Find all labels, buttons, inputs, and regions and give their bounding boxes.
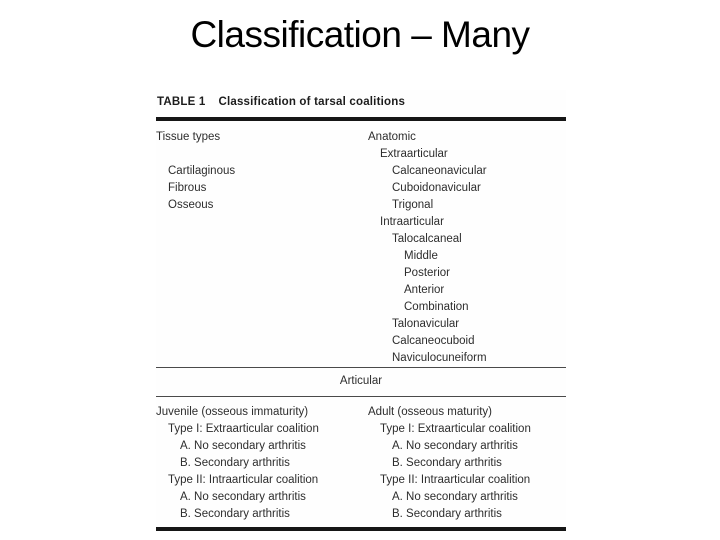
anatomic-item: Talocalcaneal: [392, 233, 462, 245]
anatomic-item: Posterior: [404, 267, 451, 279]
anatomic-item: Middle: [404, 250, 438, 262]
juvenile-item: B. Secondary arthritis: [180, 457, 290, 469]
anatomic-item: Calcaneonavicular: [392, 165, 487, 177]
tissue-types-column: [156, 129, 368, 367]
anatomic-header: Anatomic: [368, 131, 416, 143]
anatomic-item: Trigonal: [392, 199, 434, 211]
table-top-rule: [156, 117, 566, 121]
tissue-type-item: Fibrous: [168, 182, 207, 194]
classification-section: [156, 129, 566, 367]
table-caption-text: Classification of tarsal coalitions: [218, 96, 406, 108]
anatomic-item: Cuboidonavicular: [392, 182, 481, 194]
articular-bottom-rule: [156, 396, 566, 397]
anatomic-item: Anterior: [404, 284, 445, 296]
adult-column: [368, 404, 566, 523]
adult-item: Type I: Extraarticular coalition: [380, 423, 531, 435]
juvenile-item: A. No secondary arthritis: [180, 491, 306, 503]
juvenile-column: [156, 404, 368, 523]
juvenile-header: Juvenile (osseous immaturity): [156, 406, 309, 418]
tissue-types-header: Tissue types: [156, 131, 221, 143]
tissue-type-item: Cartilaginous: [168, 165, 236, 177]
anatomic-item: Extraarticular: [380, 148, 448, 160]
anatomic-item: Calcaneocuboid: [392, 335, 475, 347]
juvenile-item: A. No secondary arthritis: [180, 440, 306, 452]
anatomic-item: Talonavicular: [392, 318, 460, 330]
juvenile-item: Type I: Extraarticular coalition: [168, 423, 319, 435]
table-number-label: TABLE 1: [157, 96, 206, 108]
anatomic-item: Combination: [404, 301, 469, 313]
articular-section-header: Articular: [339, 375, 383, 387]
table-figure: [156, 90, 566, 531]
spacer-line: [156, 146, 368, 163]
anatomic-item: Intraarticular: [380, 216, 444, 228]
anatomic-item: Naviculocuneiform: [392, 352, 487, 364]
adult-header: Adult (osseous maturity): [368, 406, 492, 418]
juvenile-item: B. Secondary arthritis: [180, 508, 290, 520]
adult-item: Type II: Intraarticular coalition: [380, 474, 531, 486]
adult-item: A. No secondary arthritis: [392, 491, 518, 503]
slide-title: Classification – Many: [190, 14, 530, 55]
anatomic-column: [368, 129, 566, 367]
articular-section: [156, 404, 566, 523]
adult-item: B. Secondary arthritis: [392, 508, 502, 520]
table-bottom-rule: [156, 527, 566, 531]
table-caption: [156, 90, 566, 117]
adult-item: B. Secondary arthritis: [392, 457, 502, 469]
adult-item: A. No secondary arthritis: [392, 440, 518, 452]
juvenile-item: Type II: Intraarticular coalition: [168, 474, 319, 486]
tissue-type-item: Osseous: [168, 199, 214, 211]
